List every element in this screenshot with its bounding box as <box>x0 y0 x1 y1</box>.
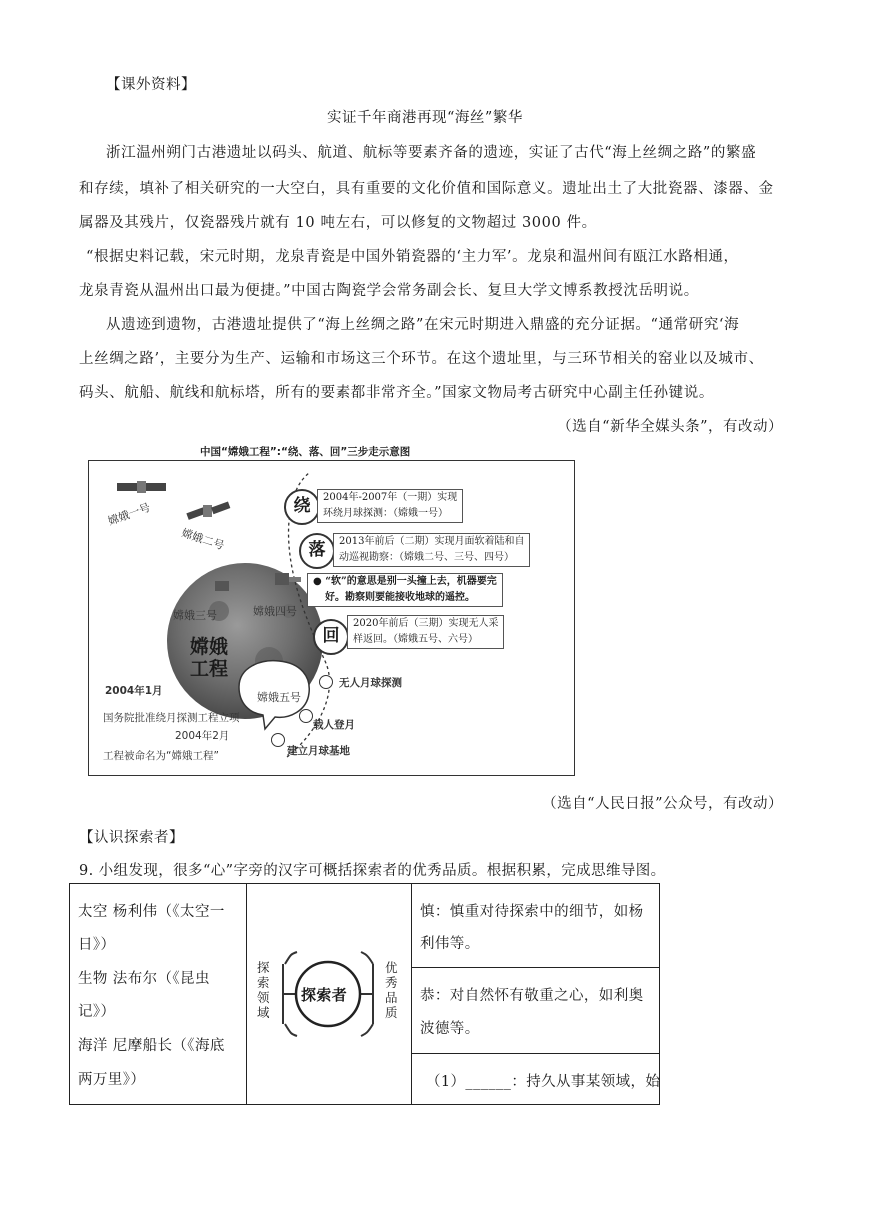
satellite-label: 嫦娥二号 <box>179 526 226 553</box>
explore-domains-cell <box>70 884 247 1105</box>
future-label: 无人月球探测 <box>339 677 402 689</box>
axis-char: 优 <box>385 960 398 975</box>
center-label-line: 嫦娥 <box>189 636 228 658</box>
step-text: 2020年前后（三期）实现无人采 <box>353 618 499 629</box>
paragraph-line: 上丝绸之路’，主要分为生产、运输和市场这三个环节。在这个遗址里，与三环节相关的窑业以及城市、 <box>79 351 764 367</box>
future-node <box>299 709 313 723</box>
note-box <box>307 573 503 607</box>
step-text: 环绕月球探测：（嫦娥一号） <box>323 508 448 519</box>
satellite-label: 嫦娥三号 <box>173 609 217 622</box>
bullet-icon: ● <box>313 576 326 587</box>
quality-text: 利伟等。 <box>420 936 480 952</box>
question-9: 9. 小组发现，很多“心”字旁的汉字可概括探索者的优秀品质。根据积累，完成思维导图。 <box>79 863 666 879</box>
step-box-return <box>347 615 504 649</box>
satellite-icon <box>186 501 230 519</box>
article-title: 实证千年商港再现“海丝”繁华 <box>327 110 523 126</box>
paragraph-line: 码头、航船、航线和航标塔，所有的要素都非常齐全。”国家文物局考古研究中心副主任孙键说。 <box>79 385 714 401</box>
axis-char: 质 <box>385 1005 398 1020</box>
section-heading-explorer: 【认识探索者】 <box>79 830 184 846</box>
axis-char: 域 <box>257 1005 270 1020</box>
step-node-return: 回 <box>313 619 349 655</box>
quality-cell-gong <box>412 967 660 1053</box>
quality-text: 波德等。 <box>420 1020 480 1037</box>
mind-map-center-label: 探索者 <box>301 986 348 1004</box>
domain-line: 两万里》） <box>78 1072 146 1088</box>
figure-title: 中国“嫦娥工程”:“绕、落、回”三步走示意图 <box>200 446 411 458</box>
domain-line: 海洋 尼摩船长（《海底 <box>78 1038 225 1054</box>
satellite-icon <box>117 481 166 493</box>
axis-char: 秀 <box>385 975 398 990</box>
paragraph-line: “根据史料记载，宋元时期，龙泉青瓷是中国外销瓷器的‘主力军’。龙泉和温州间有瓯江水路相通， <box>86 249 739 265</box>
mind-map-table <box>69 883 660 1105</box>
future-node <box>319 675 333 689</box>
axis-label-qualities <box>385 960 398 1020</box>
axis-label-domains <box>257 960 270 1020</box>
satellite-label: 嫦娥四号 <box>253 605 297 618</box>
center-label-line: 工程 <box>189 658 228 680</box>
change-project-figure <box>86 444 575 776</box>
quality-cell-blank <box>412 1053 660 1104</box>
future-label: 载人登月 <box>313 719 355 731</box>
section-heading-extra: 【课外资料】 <box>106 77 196 93</box>
axis-char: 探 <box>257 960 270 975</box>
note-text: ● “软”的意思是别一头撞上去，机器要完 <box>313 576 497 587</box>
step-text: 动巡视勘察：（嫦娥二号、三号、四号） <box>339 552 514 563</box>
source-citation: （选自“人民日报”公众号，有改动） <box>542 796 783 812</box>
step-text: 2004年-2007年（一期）实现 <box>323 492 458 503</box>
step-box-orbit <box>317 489 463 523</box>
paragraph-line: 和存续，填补了相关研究的一大空白，具有重要的文化价值和国际意义。遗址出土了大批瓷器、漆器、金 <box>79 181 774 197</box>
domain-line: 日》） <box>78 937 116 953</box>
quality-text: 慎：慎重对待探索中的细节，如杨 <box>420 904 644 920</box>
step-text: 2013年前后（二期）实现月面软着陆和自 <box>339 536 525 547</box>
domain-line: 记》） <box>78 1004 116 1020</box>
domain-line: 生物 法布尔（《昆虫 <box>78 971 210 987</box>
history-text: 国务院批准绕月探测工程立项 <box>103 712 240 724</box>
future-node <box>271 733 285 747</box>
paragraph-line: 龙泉青瓷从温州出口最为便捷。”中国古陶瓷学会常务副会长、复旦大学文博系教授沈岳明说。 <box>79 283 699 299</box>
axis-char: 索 <box>257 975 270 990</box>
quality-cell-shen <box>412 884 660 968</box>
step-node-land: 落 <box>299 533 335 569</box>
mind-map-center-cell <box>247 884 412 1105</box>
history-text: 工程被命名为“嫦娥工程” <box>103 750 219 762</box>
domain-line: 太空 杨利伟（《太空一 <box>78 904 225 920</box>
history-date: 2004年1月 <box>105 685 163 697</box>
note-text: 好。勘察则要能接收地球的遥控。 <box>325 592 475 603</box>
axis-char: 品 <box>385 990 398 1005</box>
paragraph-line: 浙江温州朔门古港遗址以码头、航道、航标等要素齐备的遗迹，实证了古代“海上丝绸之路”的繁盛 <box>106 145 757 161</box>
history-date: 2004年2月 <box>175 730 230 742</box>
satellite-label: 嫦娥五号 <box>257 691 301 704</box>
fill-in-blank[interactable]: （1）______：持久从事某领域，始 <box>426 1073 661 1090</box>
source-citation: （选自“新华全媒头条”，有改动） <box>557 419 783 435</box>
step-node-orbit: 绕 <box>284 489 320 525</box>
step-box-land <box>333 533 530 567</box>
center-label <box>189 636 229 680</box>
figure-frame <box>88 460 575 776</box>
paragraph-line: 属器及其残片，仅瓷器残片就有 10 吨左右，可以修复的文物超过 3000 件。 <box>79 215 597 231</box>
axis-char: 领 <box>257 990 270 1005</box>
quality-text: 恭：对自然怀有敬重之心，如利奥 <box>420 987 644 1004</box>
paragraph-line: 从遗迹到遗物，古港遗址提供了“海上丝绸之路”在宋元时期进入鼎盛的充分证据。“通常研究‘海 <box>106 317 740 333</box>
future-label: 建立月球基地 <box>287 745 350 757</box>
satellite-label: 嫦娥一号 <box>106 500 153 529</box>
step-text: 样返回。（嫦娥五号、六号） <box>353 634 478 645</box>
